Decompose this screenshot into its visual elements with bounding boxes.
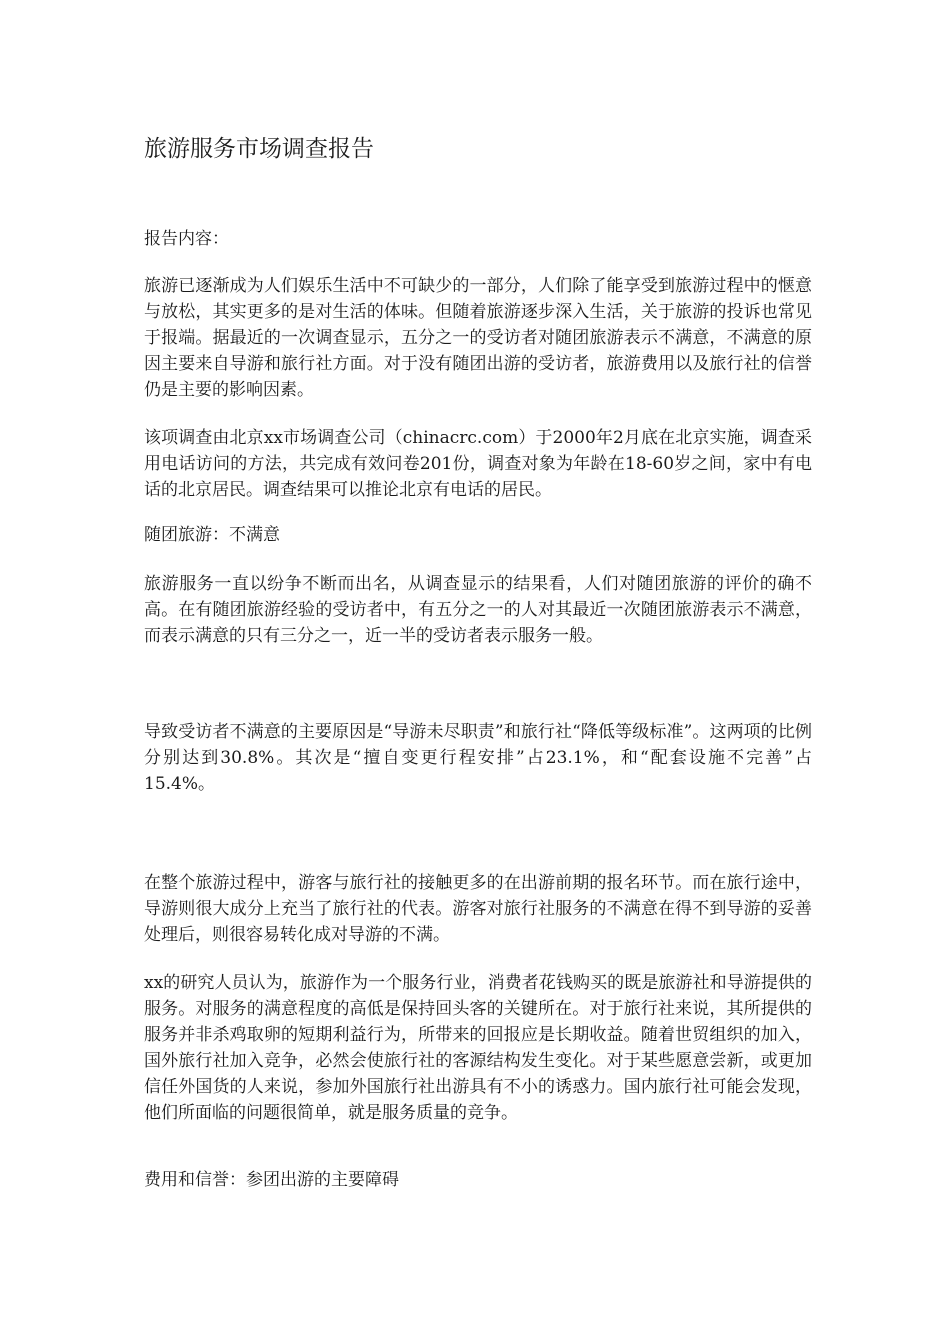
methodology-paragraph: 该项调查由北京xx市场调查公司（chinacrc.com）于2000年2月底在北京实施，调查采用电话访问的方法，共完成有效问卷201份，调查对象为年龄在18-60岁之间，家中有电话的北京居民。调查结果可以推论北京有电话的居民。 [144,428,812,500]
group-tour-paragraph: 旅游服务一直以纷争不断而出名，从调查显示的结果看，人们对随团旅游的评价的确不高。在有随团旅游经验的受访者中，有五分之一的人对其最近一次随团旅游表示不满意，而表示满意的只有三分之一，近一半的受访者表示服务一般。 [144,574,812,646]
subheading-cost-reputation: 费用和信誉：参团出游的主要障碍 [144,1170,399,1190]
section-label: 报告内容： [144,229,229,249]
dissatisfaction-reasons-paragraph: 导致受访者不满意的主要原因是“导游未尽职责”和旅行社“降低等级标准”。这两项的比例分别达到30.8%。其次是“擅自变更行程安排”占23.1%，和“配套设施不完善”占15.4%。 [144,722,812,794]
intro-paragraph: 旅游已逐渐成为人们娱乐生活中不可缺少的一部分，人们除了能享受到旅游过程中的惬意与放松，其实更多的是对生活的体味。但随着旅游逐步深入生活，关于旅游的投诉也常见于报端。据最近的一次调查显示，五分之一的受访者对随团旅游表示不满意，不满意的原因主要来自导游和旅行社方面。对于没有随团出游的受访者，旅游费用以及旅行社的信誉仍是主要的影响因素。 [144,276,812,400]
subheading-group-tour: 随团旅游：不满意 [144,525,280,545]
document-title: 旅游服务市场调查报告 [144,136,374,162]
guide-role-paragraph: 在整个旅游过程中，游客与旅行社的接触更多的在出游前期的报名环节。而在旅行途中，导游则很大成分上充当了旅行社的代表。游客对旅行社服务的不满意在得不到导游的妥善处理后，则很容易转化成对导游的不满。 [144,873,812,945]
researcher-view-paragraph: xx的研究人员认为，旅游作为一个服务行业，消费者花钱购买的既是旅游社和导游提供的服务。对服务的满意程度的高低是保持回头客的关键所在。对于旅行社来说，其所提供的服务并非杀鸡取卵的短期利益行为，所带来的回报应是长期收益。随着世贸组织的加入，国外旅行社加入竞争，必然会使旅行社的客源结构发生变化。对于某些愿意尝新，或更加信任外国货的人来说，参加外国旅行社出游具有不小的诱惑力。国内旅行社可能会发现，他们所面临的问题很简单，就是服务质量的竞争。 [144,973,812,1123]
